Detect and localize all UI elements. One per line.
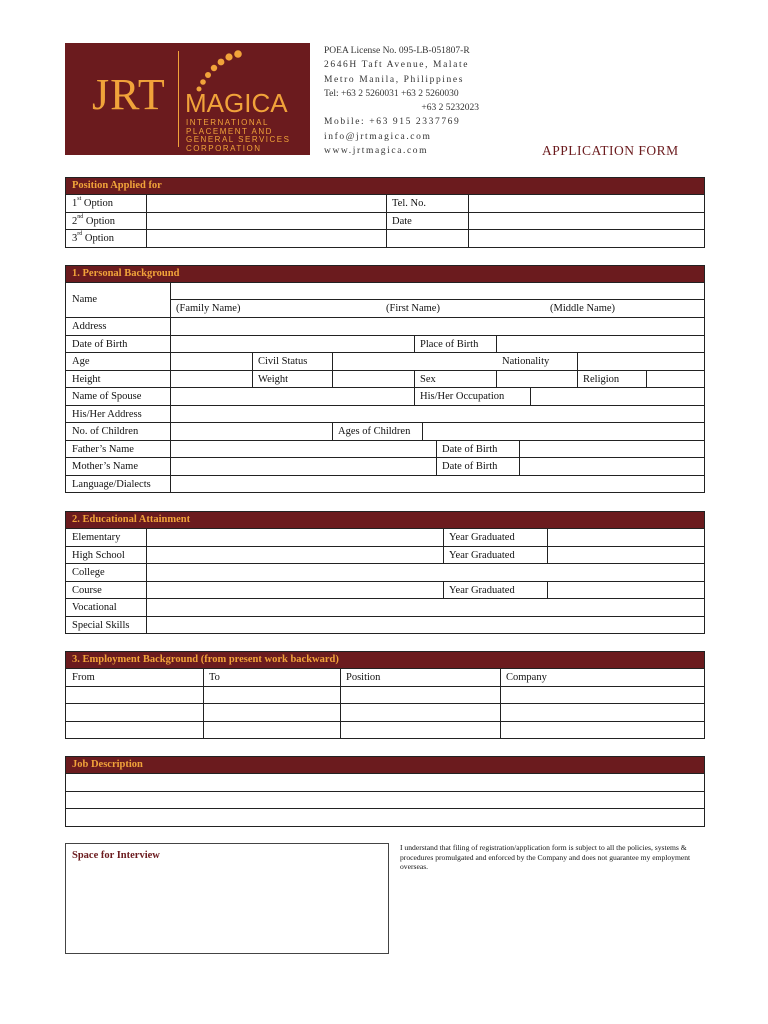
- email-text: info@jrtmagica.com: [324, 131, 432, 142]
- company-input[interactable]: [500, 687, 704, 704]
- height-row: [66, 370, 704, 388]
- elementary-row: [66, 528, 704, 546]
- employment-header-row: [66, 668, 704, 686]
- tel-label: Tel. No.: [392, 198, 426, 209]
- language-label: Language/Dialects: [72, 478, 151, 490]
- spouse-input[interactable]: [170, 388, 414, 405]
- height-label: Height: [72, 373, 101, 385]
- contact-info: [324, 44, 484, 158]
- name-row: [66, 282, 704, 317]
- dob-input[interactable]: [170, 336, 414, 353]
- weight-input[interactable]: [332, 371, 414, 388]
- elementary-label: Elementary: [72, 532, 121, 543]
- disclaimer-text: I understand that filing of registration/application form is subject to all the policies, systems & procedures promulgated and enforced by the Company and does not guarantee my employment overseas.: [400, 843, 691, 872]
- education-header: 2. Educational Attainment: [66, 512, 704, 528]
- nationality-input[interactable]: [577, 353, 704, 370]
- spouse-address-row: [66, 405, 704, 423]
- age-row: [66, 352, 704, 370]
- pob-input[interactable]: [496, 336, 704, 353]
- civil-status-label: Civil Status: [258, 356, 308, 367]
- course-input[interactable]: [146, 582, 443, 599]
- logo-brand: JRT: [92, 70, 166, 119]
- logo-divider: [178, 51, 179, 147]
- position-input[interactable]: [340, 687, 500, 704]
- personal-header: 1. Personal Background: [66, 266, 704, 282]
- option3-label: 3rd Option: [72, 231, 115, 244]
- mother-row: [66, 457, 704, 475]
- tel-input[interactable]: [468, 195, 704, 212]
- to-input[interactable]: [203, 704, 340, 721]
- date-input[interactable]: [468, 213, 704, 230]
- address-row: [66, 317, 704, 335]
- civil-status-input[interactable]: [332, 353, 496, 370]
- family-name-hint: (Family Name): [176, 303, 241, 314]
- position-header: Position: [346, 672, 381, 683]
- logo-dots-icon: [195, 47, 255, 93]
- employment-row: [66, 703, 704, 721]
- logo-subtitle-line: PLACEMENT AND: [186, 126, 273, 136]
- religion-label: Religion: [583, 373, 620, 385]
- option2-input[interactable]: [146, 213, 386, 230]
- employment-section: [65, 651, 705, 739]
- nationality-label: Nationality: [502, 356, 550, 367]
- blank-label: [386, 230, 468, 247]
- tel-text: Tel: +63 2 5260031 +63 2 5260030: [324, 88, 459, 99]
- elementary-input[interactable]: [146, 529, 443, 546]
- special-skills-label: Special Skills: [72, 619, 130, 631]
- language-input[interactable]: [170, 476, 704, 493]
- dob-row: [66, 335, 704, 353]
- mother-dob-label: Date of Birth: [442, 461, 498, 472]
- from-input[interactable]: [66, 687, 203, 704]
- education-section: [65, 511, 705, 634]
- weight-label: Weight: [258, 373, 289, 385]
- position-input[interactable]: [340, 704, 500, 721]
- from-input[interactable]: [66, 722, 203, 739]
- logo-subtitle-line: CORPORATION: [186, 143, 262, 153]
- name-label: Name: [72, 294, 98, 305]
- logo-subtitle-line: INTERNATIONAL: [186, 118, 269, 127]
- sex-input[interactable]: [496, 371, 578, 388]
- special-skills-row: [66, 616, 704, 634]
- interview-box[interactable]: [65, 843, 389, 954]
- employment-row: [66, 721, 704, 739]
- college-label: College: [72, 567, 105, 578]
- address-label: Address: [72, 321, 107, 332]
- vocational-input[interactable]: [146, 599, 704, 616]
- elementary-year-label: Year Graduated: [449, 532, 515, 543]
- option1-input[interactable]: [146, 195, 386, 212]
- tel2-text: +63 2 5232023: [421, 103, 479, 114]
- mother-dob-input[interactable]: [519, 458, 704, 475]
- occupation-label: His/Her Occupation: [420, 391, 505, 402]
- city-text: Metro Manila, Philippines: [324, 74, 465, 85]
- course-row: [66, 581, 704, 599]
- college-input[interactable]: [146, 564, 704, 581]
- logo-subtitle-line: GENERAL SERVICES: [186, 135, 291, 145]
- middle-name-hint: (Middle Name): [550, 303, 616, 314]
- position-row-3: [66, 229, 704, 247]
- blank-input[interactable]: [468, 230, 704, 247]
- interview-label: Space for Interview: [72, 850, 160, 861]
- course-year-input[interactable]: [547, 582, 704, 599]
- option2-label: 2nd Option: [72, 213, 116, 227]
- children-label: No. of Children: [72, 426, 139, 437]
- company-input[interactable]: [500, 704, 704, 721]
- course-year-label: Year Graduated: [449, 584, 515, 596]
- from-header: From: [72, 672, 95, 683]
- high-school-year-input[interactable]: [547, 547, 704, 564]
- high-school-input[interactable]: [146, 547, 443, 564]
- high-school-label: High School: [72, 549, 125, 561]
- from-input[interactable]: [66, 704, 203, 721]
- position-row-1: [66, 194, 704, 212]
- high-school-row: [66, 546, 704, 564]
- religion-input[interactable]: [646, 371, 704, 388]
- employment-header: 3. Employment Background (from present work backward): [66, 652, 704, 668]
- sex-label: Sex: [420, 373, 436, 385]
- ages-children-input[interactable]: [422, 423, 704, 440]
- mother-input[interactable]: [170, 458, 436, 475]
- logo-subtitle: [186, 119, 290, 153]
- logo-name: MAGICA: [185, 88, 288, 118]
- license-text: POEA License No. 095-LB-051807-R: [324, 46, 470, 56]
- job-section: [65, 756, 705, 827]
- father-dob-input[interactable]: [519, 441, 704, 458]
- mother-label: Mother’s Name: [72, 461, 138, 472]
- employment-row: [66, 686, 704, 704]
- age-label: Age: [72, 356, 90, 367]
- spouse-label: Name of Spouse: [72, 391, 142, 402]
- elementary-year-input[interactable]: [547, 529, 704, 546]
- spouse-address-label: His/Her Address: [72, 408, 142, 420]
- course-label: Course: [72, 584, 102, 596]
- high-school-year-label: Year Graduated: [449, 549, 515, 561]
- children-row: [66, 422, 704, 440]
- job-line[interactable]: [66, 773, 704, 791]
- company-logo: [65, 43, 310, 155]
- age-input[interactable]: [170, 353, 252, 370]
- spouse-row: [66, 387, 704, 405]
- father-dob-label: Date of Birth: [442, 443, 498, 455]
- option3-input[interactable]: [146, 230, 386, 247]
- to-header: To: [209, 672, 220, 683]
- position-section: [65, 177, 705, 248]
- position-input[interactable]: [340, 722, 500, 739]
- father-row: [66, 440, 704, 458]
- father-label: Father’s Name: [72, 443, 134, 455]
- dob-label: Date of Birth: [72, 338, 128, 350]
- pob-label: Place of Birth: [420, 338, 479, 350]
- father-input[interactable]: [170, 441, 436, 458]
- option1-label: 1st Option: [72, 196, 114, 209]
- job-line[interactable]: [66, 808, 704, 826]
- position-header: Position Applied for: [66, 178, 704, 194]
- date-label: Date: [392, 215, 412, 227]
- job-header: Job Description: [66, 757, 704, 773]
- spouse-address-input[interactable]: [170, 406, 704, 423]
- ages-children-label: Ages of Children: [338, 426, 411, 437]
- height-input[interactable]: [170, 371, 252, 388]
- special-skills-input[interactable]: [146, 617, 704, 634]
- address-input[interactable]: [170, 318, 704, 335]
- vocational-label: Vocational: [72, 602, 117, 613]
- vocational-row: [66, 598, 704, 616]
- language-row: [66, 475, 704, 493]
- name-input[interactable]: [170, 283, 704, 300]
- to-input[interactable]: [203, 722, 340, 739]
- form-title: APPLICATION FORM: [542, 143, 679, 158]
- job-line[interactable]: [66, 791, 704, 809]
- children-input[interactable]: [170, 423, 332, 440]
- to-input[interactable]: [203, 687, 340, 704]
- company-header: Company: [506, 672, 547, 683]
- company-input[interactable]: [500, 722, 704, 739]
- occupation-input[interactable]: [530, 388, 704, 405]
- mobile-text: Mobile: +63 915 2337769: [324, 117, 461, 128]
- street-text: 2646H Taft Avenue, Malate: [324, 60, 470, 71]
- personal-section: [65, 265, 705, 493]
- position-row-2: [66, 212, 704, 230]
- college-row: [66, 563, 704, 581]
- first-name-hint: (First Name): [386, 303, 440, 314]
- web-text: www.jrtmagica.com: [324, 146, 429, 157]
